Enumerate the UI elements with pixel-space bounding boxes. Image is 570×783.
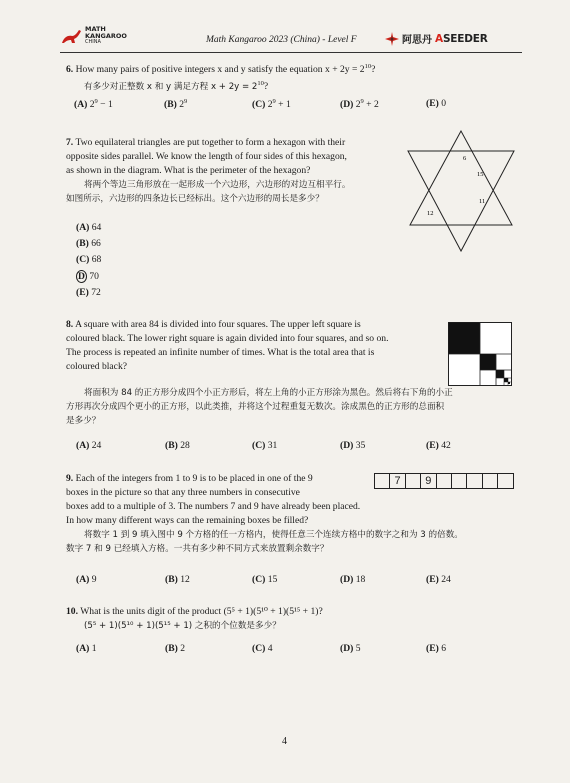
q9-option-c[interactable] — [252, 574, 277, 585]
q6-option-e-base: 0 — [441, 98, 446, 109]
q6-option-c-exp: 9 — [272, 98, 276, 105]
q7-hexagon-diagram — [405, 128, 517, 254]
q8-black-square-3 — [496, 370, 504, 378]
logo-line-3: CHINA — [85, 39, 101, 45]
q7-label-12: 12 — [427, 210, 434, 217]
q10-number: 10. — [66, 606, 78, 617]
q9-option-a-value: 9 — [91, 574, 97, 585]
q9-option-b[interactable] — [165, 574, 190, 585]
q6-option-c-base: 2 — [267, 99, 273, 111]
q10-option-e-value: 6 — [441, 643, 446, 654]
q8-option-a[interactable] — [76, 440, 101, 451]
q6-option-e[interactable] — [426, 98, 446, 109]
q6-option-e-label: (E) — [426, 98, 439, 109]
q9-box-5[interactable] — [437, 474, 452, 488]
q9-option-d-value: 18 — [355, 574, 366, 585]
q8-black-square-4 — [504, 378, 508, 382]
q10-text-en: What is the units digit of the product (5⁵ + 1)(5¹⁰ + 1)(5¹⁵ + 1)? — [80, 606, 323, 617]
logo-line-2: KANGAROO — [85, 31, 127, 40]
q9-option-e-value: 24 — [441, 574, 451, 585]
q7-label-6: 6 — [463, 155, 467, 162]
q8-option-e-value: 42 — [441, 440, 451, 451]
question-10 — [66, 605, 526, 633]
q8-option-a-label: (A) — [76, 440, 90, 451]
q10-option-d-value: 5 — [355, 643, 361, 654]
q8-black-square-2 — [480, 354, 496, 370]
q6-option-c-rest: + 1 — [275, 99, 291, 111]
q10-option-a-value: 1 — [91, 643, 97, 654]
question-7 — [66, 136, 406, 206]
q6-option-d[interactable] — [340, 98, 379, 110]
partner-en-name — [435, 33, 488, 45]
q6-option-a-exp: 9 — [94, 98, 98, 105]
q7-number: 7. — [66, 137, 74, 148]
q7-option-b[interactable] — [76, 238, 101, 249]
q9-box-2[interactable]: 7 — [390, 474, 405, 488]
partner-cn-name: 阿思丹 — [402, 35, 432, 46]
q7-text-en-1: Two equilateral triangles are put together to form a hexagon with their — [75, 137, 346, 148]
q8-option-e[interactable] — [426, 440, 451, 451]
aseeder-star-icon — [385, 32, 399, 46]
q6-option-d-rest: + 2 — [363, 99, 379, 111]
q7-option-b-label: (B) — [76, 238, 89, 249]
q9-option-c-label: (C) — [252, 574, 266, 585]
q7-option-c-label: (C) — [76, 254, 90, 265]
q10-option-c-label: (C) — [252, 643, 266, 654]
q10-option-a-label: (A) — [76, 643, 90, 654]
header-rule — [60, 52, 522, 53]
q9-text-en-4: In how many different ways can the remaining boxes be filled? — [66, 515, 309, 526]
q9-box-3[interactable] — [406, 474, 421, 488]
page-number: 4 — [282, 736, 287, 747]
q6-option-d-base: 2 — [355, 99, 361, 111]
math-kangaroo-logo — [60, 26, 127, 46]
q9-text-en-3: boxes add to a multiple of 3. The numbers 7 and 9 have already been placed. — [66, 501, 361, 512]
q8-text-cn-1: 将面积为 84 的正方形分成四个小正方形后，将左上角的小正方形涂为黑色。然后将右下角的小正 — [84, 388, 453, 398]
q9-box-row — [374, 473, 514, 489]
q10-option-d[interactable] — [340, 643, 361, 654]
q6-exponent: 10 — [364, 63, 372, 70]
q9-option-b-value: 12 — [180, 574, 190, 585]
q8-text-en-2: coloured black. The lower right square is again divided into four squares, and so on. — [66, 333, 389, 344]
q9-option-e[interactable] — [426, 574, 451, 585]
q6-option-a-rest: − 1 — [97, 99, 113, 111]
q7-option-d-value: 70 — [89, 271, 99, 282]
partner-en-initial: A — [435, 32, 443, 45]
q9-option-b-label: (B) — [165, 574, 178, 585]
q8-option-d[interactable] — [340, 440, 365, 451]
q9-number: 9. — [66, 473, 74, 484]
q8-option-e-label: (E) — [426, 440, 439, 451]
q8-black-square-1 — [449, 323, 481, 355]
q6-text-en: How many pairs of positive integers x and y satisfy the equation x + 2y = 2 — [75, 64, 365, 76]
q9-box-7[interactable] — [467, 474, 482, 488]
q7-option-a[interactable] — [76, 222, 101, 233]
q7-option-a-label: (A) — [76, 222, 90, 233]
q8-option-b-value: 28 — [180, 440, 190, 451]
q10-option-b-value: 2 — [180, 643, 185, 654]
q9-option-d-label: (D) — [340, 574, 354, 585]
q9-text-en-2: boxes in the picture so that any three numbers in consecutive — [66, 487, 300, 498]
q6-option-c[interactable] — [252, 98, 291, 110]
q7-option-e-value: 72 — [91, 287, 101, 298]
q9-box-1[interactable] — [375, 474, 390, 488]
q6-option-d-label: (D) — [340, 99, 354, 111]
q6-tail: ? — [371, 64, 376, 76]
q7-text-en-2: opposite sides parallel. We know the length of four sides of this hexagon, — [66, 151, 347, 162]
q10-option-c[interactable] — [252, 643, 273, 654]
q8-text-en-1: A square with area 84 is divided into four squares. The upper left square is — [75, 319, 361, 330]
q7-option-e[interactable] — [76, 287, 101, 298]
q8-option-b-label: (B) — [165, 440, 178, 451]
q9-option-d[interactable] — [340, 574, 365, 585]
q10-option-e[interactable] — [426, 643, 446, 654]
aseeder-logo — [385, 31, 488, 46]
q6-option-a-base: 2 — [89, 99, 95, 111]
q9-text-cn-1: 将数字 1 到 9 填入图中 9 个方格的任一方格内，使得任意三个连续方格中的数字之和为 3 的倍数。 — [84, 530, 463, 540]
q7-option-c-value: 68 — [91, 254, 102, 265]
q9-text-en-1: Each of the integers from 1 to 9 is to be placed in one of the 9 — [75, 473, 313, 484]
q10-option-a[interactable] — [76, 643, 97, 654]
question-8 — [66, 318, 446, 374]
q10-option-e-label: (E) — [426, 643, 439, 654]
header-title: Math Kangaroo 2023 (China) - Level F — [206, 35, 357, 45]
logo-line-1: MATH — [85, 25, 106, 33]
q7-option-e-label: (E) — [76, 287, 89, 298]
q6-text-cn: 有多少对正整数 x 和 y 满足方程 x + 2y = 2 — [84, 82, 258, 93]
q6-cn-exponent: 10 — [257, 80, 264, 88]
q9-option-a-label: (A) — [76, 574, 90, 585]
q6-option-b-label: (B) — [164, 99, 177, 111]
q8-black-square-5 — [508, 382, 510, 384]
q6-option-c-label: (C) — [252, 99, 266, 111]
q8-text-en-3: The process is repeated an infinite number of times. What is the total area that is — [66, 347, 375, 358]
q8-option-c[interactable] — [252, 440, 277, 451]
q9-box-8[interactable] — [483, 474, 498, 488]
q10-option-d-label: (D) — [340, 643, 354, 654]
q10-option-b-label: (B) — [165, 643, 178, 654]
q8-option-c-value: 31 — [267, 440, 278, 451]
q6-cn-tail: ? — [263, 81, 269, 93]
q6-option-b-exp: 9 — [184, 98, 188, 105]
q6-option-a-label: (A) — [74, 99, 88, 111]
question-6 — [66, 60, 375, 94]
q8-square-diagram — [448, 322, 512, 386]
q7-option-c[interactable] — [76, 254, 101, 265]
q7-text-en-3: as shown in the diagram. What is the perimeter of the hexagon? — [66, 165, 311, 176]
q7-option-d-circled-label: D — [78, 271, 85, 282]
q7-option-b-value: 66 — [91, 238, 101, 249]
q10-text-cn: (5⁵ + 1)(5¹⁰ + 1)(5¹⁵ + 1) 之积的个位数是多少？ — [84, 621, 281, 631]
q8-text-cn-2: 方形再次分成四个更小的正方形，以此类推，并将这个过程重复无数次。涂成黑色的正方形的总面积 — [66, 402, 445, 412]
q9-option-c-value: 15 — [267, 574, 278, 585]
q9-box-9[interactable] — [498, 474, 512, 488]
partner-en-rest: SEEDER — [442, 32, 488, 45]
q10-option-b[interactable] — [165, 643, 185, 654]
q9-box-4[interactable]: 9 — [421, 474, 436, 488]
q8-option-d-value: 35 — [355, 440, 366, 451]
q7-option-a-value: 64 — [91, 222, 102, 233]
q6-option-a[interactable] — [74, 98, 113, 110]
q7-option-d[interactable] — [76, 270, 99, 283]
q8-option-c-label: (C) — [252, 440, 266, 451]
q8-text-en-4: coloured black? — [66, 361, 127, 372]
q9-option-e-label: (E) — [426, 574, 439, 585]
q8-option-d-label: (D) — [340, 440, 354, 451]
q9-text-cn-2: 数字 7 和 9 已经填入方格。一共有多少种不同方式来放置剩余数字？ — [66, 544, 329, 554]
q6-option-b-base: 2 — [179, 99, 184, 111]
q6-option-b[interactable] — [164, 98, 187, 110]
question-8-cn — [66, 386, 526, 428]
q7-triangle-down — [408, 151, 514, 251]
q8-option-a-value: 24 — [91, 440, 102, 451]
q7-label-11: 11 — [479, 198, 486, 205]
q8-number: 8. — [66, 319, 74, 330]
q6-option-d-exp: 9 — [360, 98, 364, 105]
q7-triangle-up — [410, 131, 512, 225]
q7-label-15: 15 — [477, 171, 484, 178]
q9-option-a[interactable] — [76, 574, 97, 585]
q7-text-cn-2: 如图所示，六边形的四条边长已经标出。这个六边形的周长是多少？ — [66, 194, 324, 204]
q9-box-6[interactable] — [452, 474, 467, 488]
q7-text-cn-1: 将两个等边三角形放在一起形成一个六边形，六边形的对边互相平行。 — [84, 180, 351, 190]
q8-text-cn-3: 是多少？ — [66, 416, 101, 426]
kangaroo-logo-icon — [60, 27, 82, 45]
q8-option-b[interactable] — [165, 440, 190, 451]
q10-option-c-value: 4 — [267, 643, 273, 654]
q6-number: 6. — [66, 64, 74, 76]
